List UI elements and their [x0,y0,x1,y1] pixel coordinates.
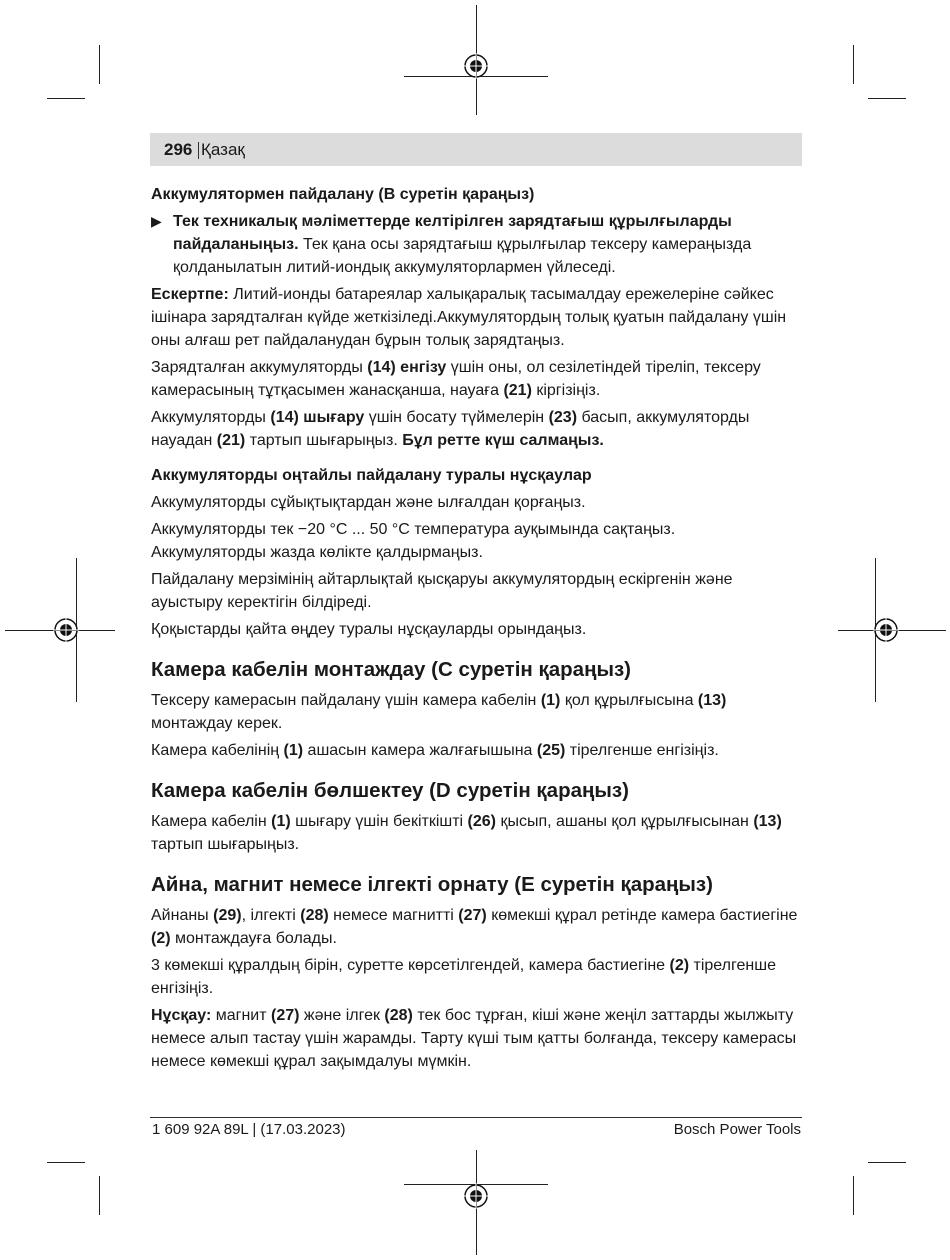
note-label: Ескертпе: [151,286,229,303]
text: тартып шығарыңыз. [151,836,300,853]
paragraph [151,689,801,735]
page-content [151,183,801,1077]
crop-mark [868,1162,906,1163]
text: монтаждау керек. [151,715,283,732]
text-bold: (1) [283,742,304,759]
crop-mark [47,1162,85,1163]
paragraph [151,1004,801,1073]
text: үшін босату түймелерін [364,409,549,426]
text-bold: (1) [540,692,561,709]
text: монтаждауға болады. [170,930,337,947]
paragraph [151,904,801,950]
text-bold: Бұл ретте күш салмаңыз. [402,432,604,449]
section-title: Аккумулятормен пайдалану (B суретін қараңыз) [151,186,535,203]
text: үшін оны, ол сезілетіндей тіреліп, тексеру камерасының тұтқасымен жанасқанша, науаға [151,359,761,399]
remove-paragraph [151,406,801,452]
note-label: Нұсқау: [151,1007,212,1024]
tip-paragraph: Аккумуляторды тек −20 °C ... 50 °C температура ауқымында сақтаңыз. [151,521,676,538]
footer-brand: Bosch Power Tools [673,1121,801,1138]
crop-mark [853,1176,854,1215]
header-divider [198,142,199,159]
text: және ілгек [299,1007,385,1024]
text: тірелгенше енгізіңіз. [151,957,776,997]
text: қысып, ашаны қол құрылғысынан [496,813,754,830]
text: кіргізіңіз. [531,382,601,399]
text-bold: (27) [458,907,487,924]
text-bold: (26) [467,813,496,830]
registration-target-icon [873,617,899,643]
section-heading: Камера кабелін монтаждау (C суретін қараңыз) [151,658,631,681]
text-bold: (1) [271,813,291,830]
text: 3 көмекші құралдың бірін, суретте көрсетілгендей, камера бастиегіне [151,957,670,974]
text-bold: (28) [300,907,329,924]
crop-mark [853,45,854,84]
insert-paragraph [151,356,801,402]
text-bold: (14) енгізу [367,359,447,376]
crop-mark [868,98,906,99]
registration-target-icon [53,617,79,643]
text: қол құрылғысына [560,692,698,709]
text-bold: (2) [151,930,171,947]
text: Айнаны [151,907,214,924]
text: немесе магнитті [328,907,459,924]
text: , ілгекті [241,907,301,924]
text-bold: (28) [384,1007,413,1024]
page-number: 296 [164,140,193,159]
tip-paragraph: Қоқыстарды қайта өңдеу туралы нұсқауларды орындаңыз. [151,621,587,638]
note-paragraph [151,283,801,352]
section-title: Аккумуляторды оңтайлы пайдалану туралы нұсқаулар [151,467,592,484]
triangle-bullet-icon: ▶ [151,213,162,229]
footer-doc-id: 1 609 92A 89L | (17.03.2023) [152,1121,346,1138]
text: Камера кабелін [151,813,272,830]
page-header [150,133,802,166]
paragraph [151,954,801,1000]
text: тартып шығарыңыз. [245,432,403,449]
text: басып, аккумуляторды науадан [151,409,750,449]
text: Камера кабелінің [151,742,284,759]
crop-mark [99,45,100,84]
header-language: Қазақ [201,140,245,159]
bullet-bold: Тек техникалық мәліметтерде келтірілген зарядтағыш құрылғыларды пайдаланыңыз. [173,213,732,253]
text-bold: (13) [753,813,782,830]
text-bold: (14) шығару [270,409,365,426]
text: шығару үшін бекіткішті [290,813,468,830]
bullet-text [173,210,801,279]
text: магнит [211,1007,272,1024]
tip-paragraph: Аккумуляторды сұйықтықтардан және ылғалдан қорғаңыз. [151,494,586,511]
section-heading: Айна, магнит немесе ілгекті орнату (E суретін қараңыз) [151,873,713,896]
tip-paragraph: Аккумуляторды жазда көлікте қалдырмаңыз. [151,544,483,561]
crop-mark [47,98,85,99]
text-bold: (29) [213,907,242,924]
bullet-item [151,210,801,279]
text: ашасын камера жалғағышына [303,742,537,759]
registration-target-icon [463,1183,489,1209]
tip-paragraph: Пайдалану мерзімінің айтарлықтай қысқаруы аккумулятордың ескіргенін және ауыстыру керектігін білдіреді. [151,571,733,611]
text-bold: (27) [271,1007,300,1024]
text-bold: (23) [548,409,578,426]
text: Зарядталған аккумуляторды [151,359,368,376]
note-text: Литий-ионды батареялар халықаралық тасымалдау ережелеріне сәйкес ішінара зарядталған күйде жеткізіледі.Аккумулятордың толық қуатын пайдалану үшін оны алғаш рет пайдаланудан бұрын толық зарядтаңыз. [151,286,787,349]
text: Тексеру камерасын пайдалану үшін камера кабелін [151,692,541,709]
text: көмекші құрал ретінде камера бастиегіне [486,907,798,924]
paragraph [151,739,801,762]
text: Аккумуляторды [151,409,271,426]
text-bold: (21) [216,432,246,449]
section-heading: Камера кабелін бөлшектеу (D суретін қараңыз) [151,779,629,802]
text-bold: (2) [669,957,690,974]
bullet-body: Тек қана осы зарядтағыш құрылғылар тексеру камераңызда қолданылатын литий-иондық аккумуляторлармен үйлеседі. [173,236,752,276]
crop-mark [99,1176,100,1215]
paragraph [151,810,801,856]
footer-divider [150,1117,802,1118]
registration-target-icon [463,53,489,79]
text: тек бос тұрған, кіші және жеңіл заттарды жылжыту немесе алып тастау үшін жарамды. Тарту күші тым қатты болғанда, тексеру камерасы немесе көмекші құрал зақымдалуы мүмкін. [151,1007,797,1070]
text-bold: (25) [536,742,566,759]
text-bold: (13) [697,692,727,709]
text-bold: (21) [503,382,532,399]
text: тірелгенше енгізіңіз. [565,742,719,759]
